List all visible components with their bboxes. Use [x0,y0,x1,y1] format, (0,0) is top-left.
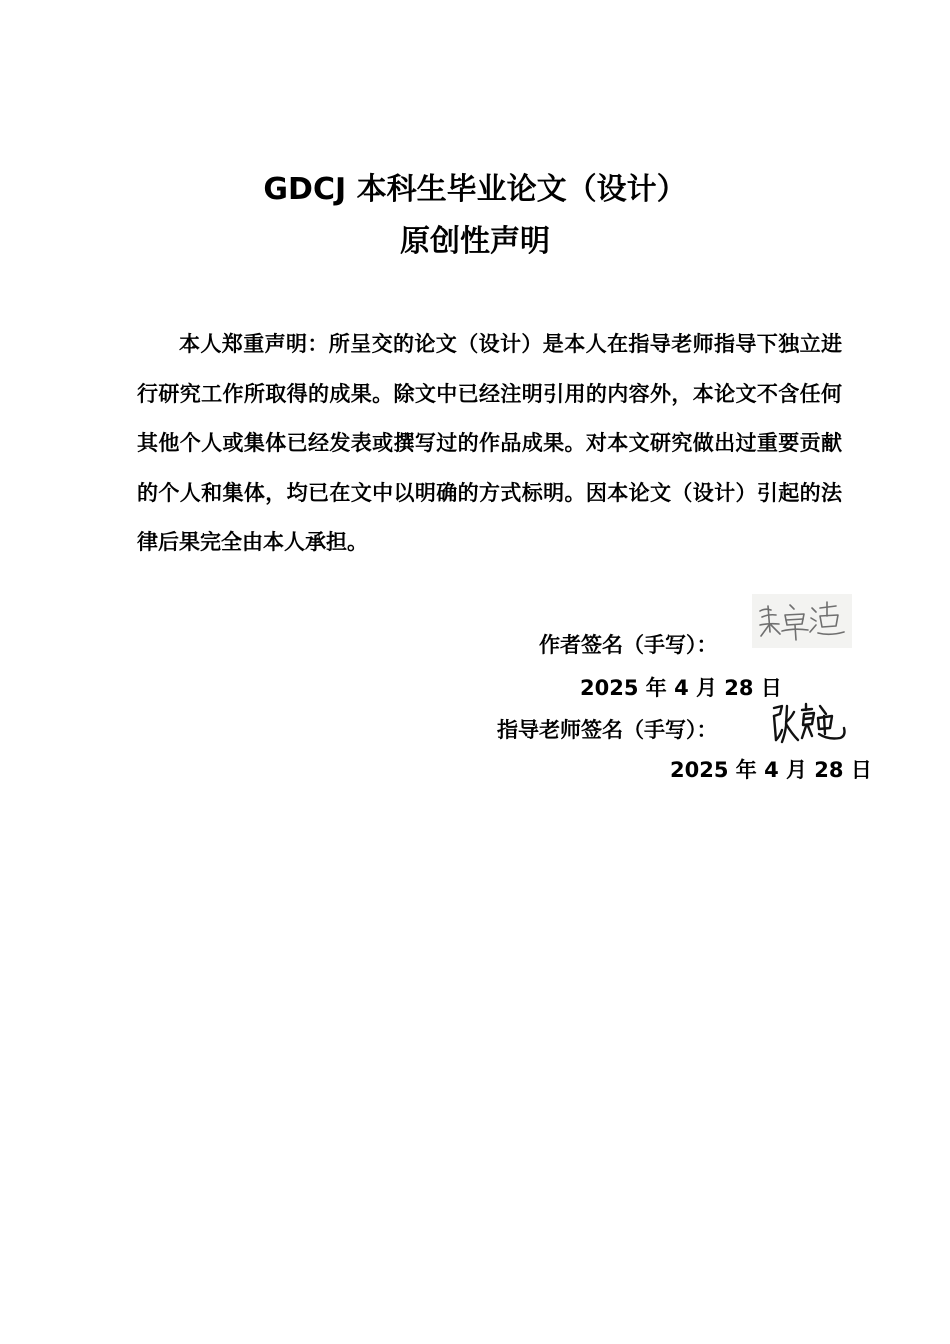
document-title: GDCJ 本科生毕业论文（设计） [263,172,687,207]
declaration-paragraph: 本人郑重声明：所呈交的论文（设计）是本人在指导老师指导下独立进行研究工作所取得的成果。除文中已经注明引用的内容外，本论文不含任何其他个人或集体已经发表或撰写过的作品成果。对本文研究做出过重要贡献的个人和集体，均已在文中以明确的方式标明。因本论文（设计）引起的法律后果完全由本人承担。 [137,332,842,554]
advisor-signature-text: 张巍 [768,700,770,701]
advisor-signature-line [497,715,718,745]
document-subtitle: 原创性声明 [400,224,550,259]
title-block [0,166,950,266]
advisor-handwritten-signature [768,700,850,748]
author-handwritten-signature [752,594,852,648]
advisor-date: 2025 年 4 月 28 日 [670,758,872,782]
advisor-signature-label: 指导老师签名（手写）： [497,718,718,742]
author-date: 2025 年 4 月 28 日 [580,676,782,700]
author-signature-label: 作者签名（手写）： [539,633,718,657]
author-signature-line [539,630,718,660]
